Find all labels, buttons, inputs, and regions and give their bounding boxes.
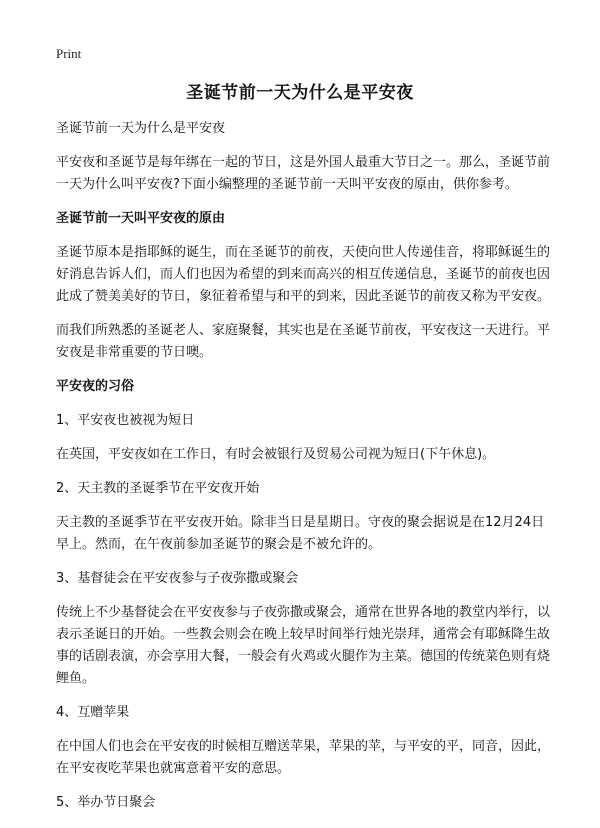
intro-paragraph: 平安夜和圣诞节是每年绑在一起的节日，这是外国人最重大节日之一。那么，圣诞节前一天为什么叫平安夜?下面小编整理的圣诞节前一天叫平安夜的原由，供你参考。 [56, 155, 551, 192]
page-title: 圣诞节前一天为什么是平安夜 [186, 83, 414, 103]
custom-item-text-1: 在英国，平安夜如在工作日，有时会被银行及贸易公司视为短日(下午休息)。 [56, 447, 496, 462]
custom-item-title-2: 2、天主教的圣诞季节在平安夜开始 [56, 481, 260, 496]
custom-item-text-3: 传统上不少基督徒会在平安夜参与子夜弥撒或聚会，通常在世界各地的教堂内举行，以表示圣诞日的开始。一些教会则会在晚上较早时间举行烛光崇拜，通常会有耶稣降生故事的话剧表演，亦会享用大餐，一般会有火鸡或火腿作为主菜。德国的传统菜色则有烧鲤鱼。 [56, 605, 551, 686]
print-label: Print [56, 46, 82, 61]
origin-paragraph-2: 而我们所熟悉的圣诞老人、家庭聚餐，其实也是在圣诞节前夜，平安夜这一天进行。平安夜是非常重要的节日噢。 [56, 323, 551, 360]
custom-item-text-2: 天主教的圣诞季节在平安夜开始。除非当日是星期日。守夜的聚会据说是在12月24日早上。然而，在午夜前参加圣诞节的聚会是不被允许的。 [56, 515, 545, 552]
section-heading-origin: 圣诞节前一天叫平安夜的原由 [56, 211, 226, 226]
origin-paragraph-1: 圣诞节原本是指耶稣的诞生，而在圣诞节的前夜，天使向世人传递佳音，将耶稣诞生的好消息告诉人们，而人们也因为希望的到来而高兴的相互传递信息，圣诞节的前夜也因此成了赞美美好的节日，象征着希望与和平的到来，因此圣诞节的前夜又称为平安夜。 [56, 245, 551, 304]
custom-item-text-4: 在中国人们也会在平安夜的时候相互赠送苹果，苹果的苹，与平安的平，同音，因此，在平安夜吃苹果也就寓意着平安的意思。 [56, 739, 551, 776]
custom-item-title-5: 5、举办节日聚会 [56, 795, 156, 810]
section-heading-customs: 平安夜的习俗 [56, 379, 135, 394]
custom-item-title-4: 4、互赠苹果 [56, 705, 130, 720]
custom-item-title-3: 3、基督徒会在平安夜参与子夜弥撒或聚会 [56, 571, 299, 586]
custom-item-title-1: 1、平安夜也被视为短日 [56, 413, 195, 428]
article-subtitle: 圣诞节前一天为什么是平安夜 [56, 121, 226, 136]
article-body [56, 118, 556, 826]
